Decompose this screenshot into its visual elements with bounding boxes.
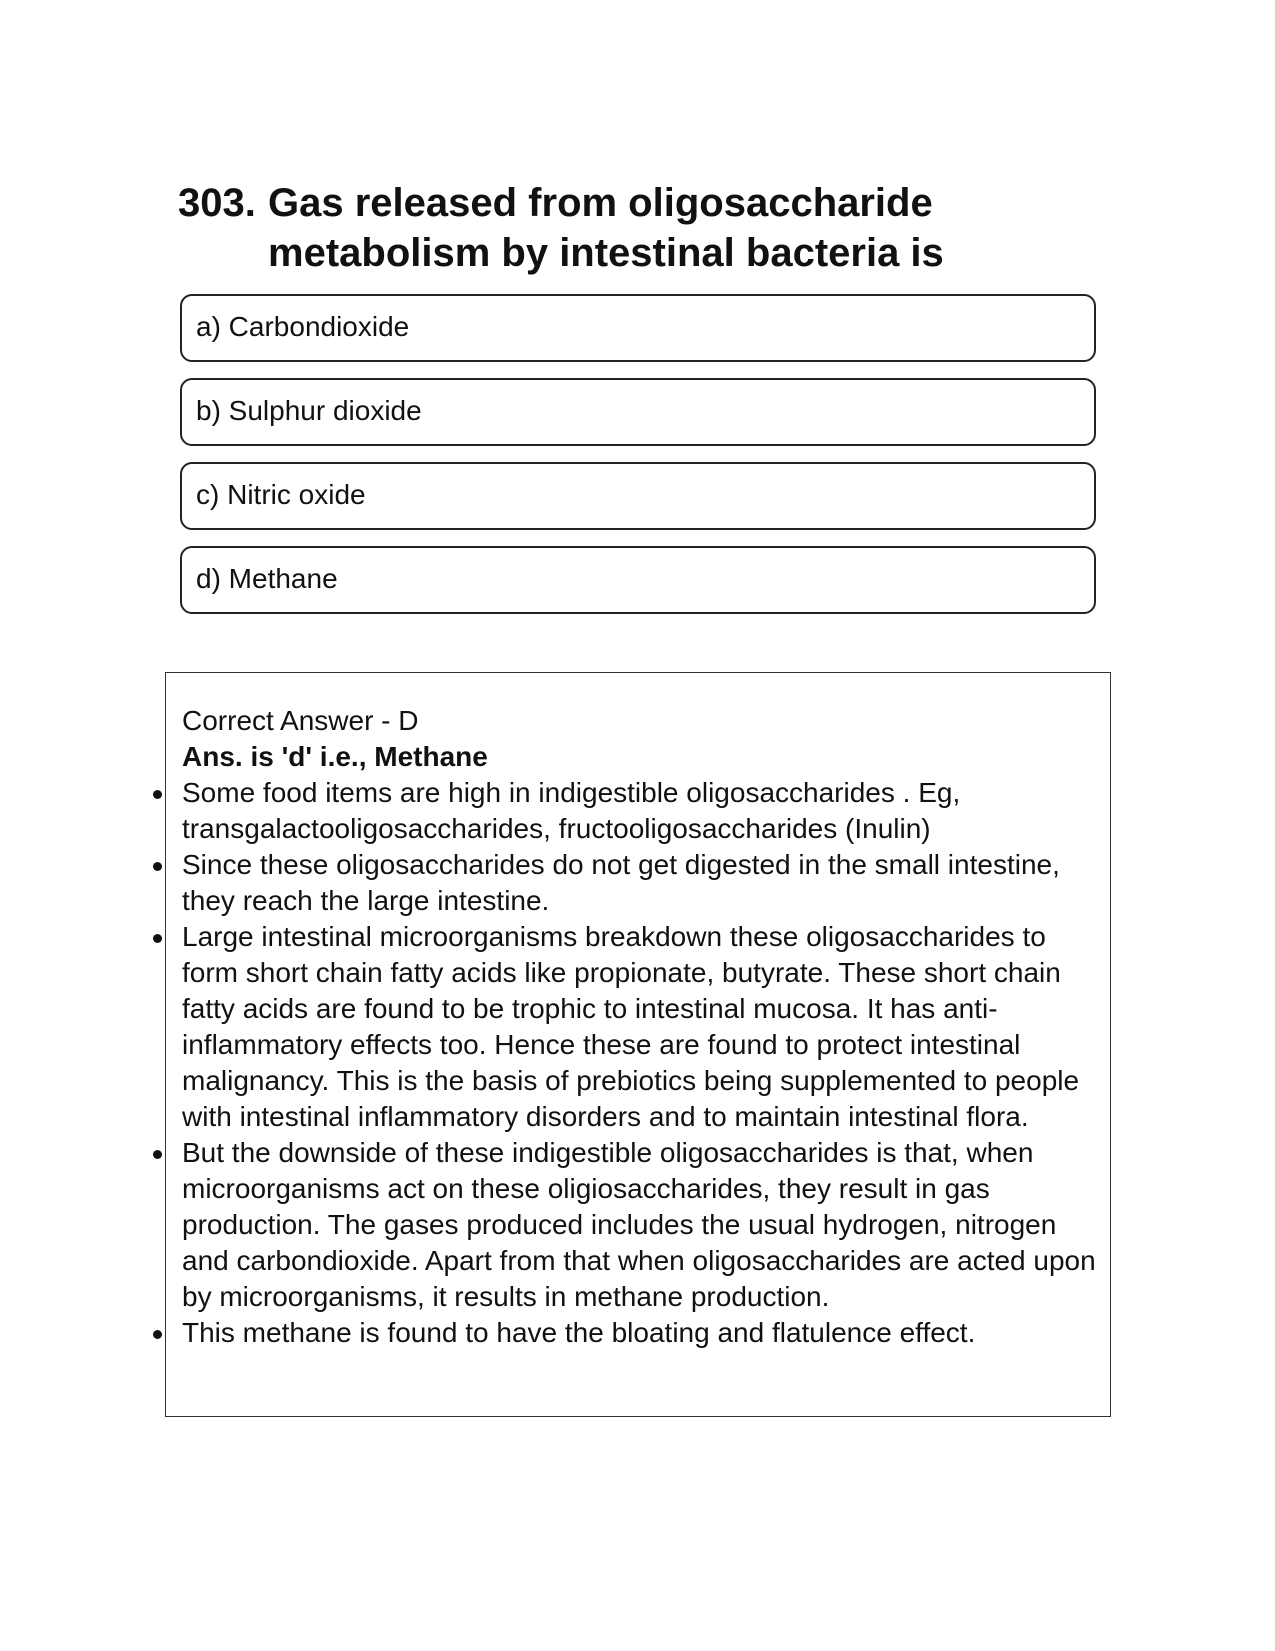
explanation-point-2: Since these oligosaccharides do not get digested in the small intestine, they reach the large intestine. [182, 847, 1096, 919]
explanation-point-5: This methane is found to have the bloating and flatulence effect. [182, 1315, 1096, 1351]
explanation-point-4: But the downside of these indigestible oligosaccharides is that, when microorganisms act on these oligiosaccharides, they result in gas production. The gases produced includes the usual hydrogen, nitrogen and carbondioxide. Apart from that when oligosaccharides are acted upon by microorganisms, it results in methane production. [182, 1135, 1096, 1315]
explanation-point-1: Some food items are high in indigestible oligosaccharides . Eg, transgalactooligosaccharides, fructooligosaccharides (Inulin) [182, 775, 1096, 847]
option-d[interactable]: d) Methane [180, 546, 1096, 614]
option-a[interactable]: a) Carbondioxide [180, 294, 1096, 362]
options-list [180, 294, 1096, 630]
explanation-point-3: Large intestinal microorganisms breakdown these oligosaccharides to form short chain fatty acids like propionate, butyrate. These short chain fatty acids are found to be trophic to intestinal mucosa. It has anti-inflammatory effects too. Hence these are found to protect intestinal malignancy. This is the basis of prebiotics being supplemented to people with intestinal inflammatory disorders and to maintain intestinal flora. [182, 919, 1096, 1135]
correct-answer-label: Correct Answer - D [182, 705, 419, 736]
answer-explanation-box [165, 672, 1111, 1417]
question-number: 303. [178, 181, 256, 225]
option-b[interactable]: b) Sulphur dioxide [180, 378, 1096, 446]
answer-heading: Ans. is 'd' i.e., Methane [182, 741, 488, 772]
explanation-list [182, 775, 1096, 1351]
question-text: Gas released from oligosaccharide metabolism by intestinal bacteria is [268, 181, 944, 275]
option-c[interactable]: c) Nitric oxide [180, 462, 1096, 530]
question-heading [178, 178, 1108, 278]
